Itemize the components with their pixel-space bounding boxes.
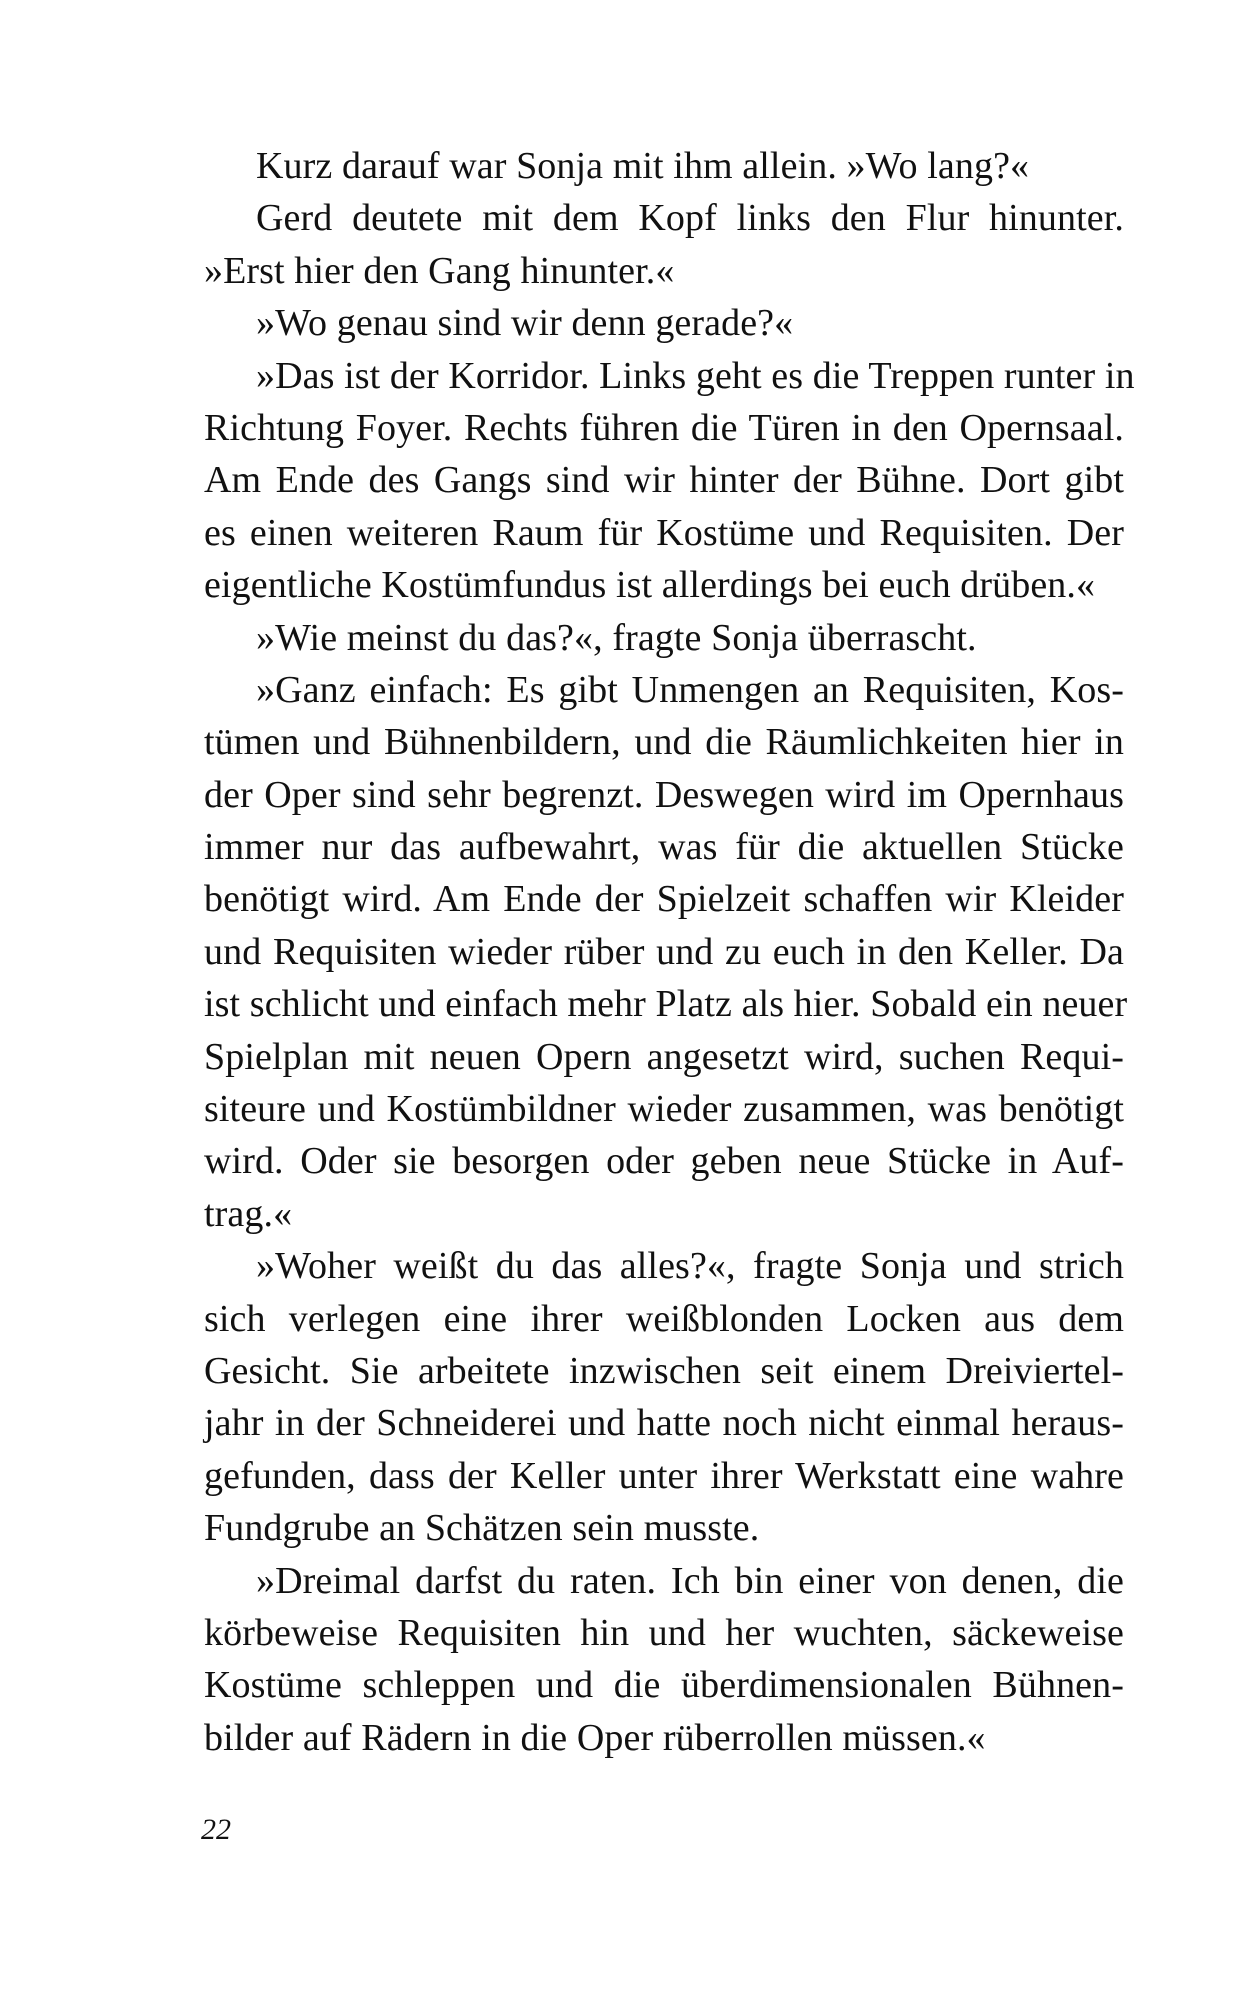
text-line: Richtung Foyer. Rechts führen die Türen in den Opernsaal. xyxy=(204,406,1124,449)
text-line: »Wie meinst du das?«, fragte Sonja überrascht. xyxy=(256,616,977,659)
text-line: eigentliche Kostümfundus ist allerdings bei euch drüben.« xyxy=(204,564,1096,607)
text-line: Am Ende des Gangs sind wir hinter der Bühne. Dort gibt xyxy=(204,459,1124,502)
text-line: »Das ist der Korridor. Links geht es die Treppen runter in xyxy=(256,354,1135,397)
text-line: Spielplan mit neuen Opern angesetzt wird, suchen Requi- xyxy=(204,1035,1124,1078)
text-line: Fundgrube an Schätzen sein musste. xyxy=(204,1507,760,1550)
text-line: »Erst hier den Gang hinunter.« xyxy=(204,249,675,292)
text-line: bilder auf Rädern in die Oper rüberrollen müssen.« xyxy=(204,1716,986,1759)
text-line: der Oper sind sehr begrenzt. Deswegen wird im Opernhaus xyxy=(204,773,1124,816)
text-line: sich verlegen eine ihrer weißblonden Locken aus dem xyxy=(204,1297,1124,1340)
text-line: »Ganz einfach: Es gibt Unmengen an Requisiten, Kos- xyxy=(256,668,1124,711)
text-line: immer nur das aufbewahrt, was für die aktuellen Stücke xyxy=(204,826,1124,869)
text-line: Gesicht. Sie arbeitete inzwischen seit einem Dreiviertel- xyxy=(204,1349,1124,1392)
text-line: wird. Oder sie besorgen oder geben neue Stücke in Auf- xyxy=(204,1140,1124,1183)
text-line: ist schlicht und einfach mehr Platz als hier. Sobald ein neuer xyxy=(204,983,1128,1026)
text-line: trag.« xyxy=(204,1192,293,1235)
text-line: gefunden, dass der Keller unter ihrer Werkstatt eine wahre xyxy=(204,1454,1124,1497)
text-line: tümen und Bühnenbildern, und die Räumlichkeiten hier in xyxy=(204,721,1124,764)
text-line: »Woher weißt du das alles?«, fragte Sonja und strich xyxy=(256,1245,1124,1288)
text-line: siteure und Kostümbildner wieder zusammen, was benötigt xyxy=(204,1088,1124,1131)
text-line: und Requisiten wieder rüber und zu euch in den Keller. Da xyxy=(204,930,1124,973)
text-line: »Dreimal darfst du raten. Ich bin einer von denen, die xyxy=(256,1559,1124,1602)
page-number: 22 xyxy=(201,1813,231,1846)
text-line: Kurz darauf war Sonja mit ihm allein. »Wo lang?« xyxy=(256,145,1030,187)
text-line: es einen weiteren Raum für Kostüme und Requisiten. Der xyxy=(204,511,1124,554)
text-line: benötigt wird. Am Ende der Spielzeit schaffen wir Kleider xyxy=(204,878,1124,921)
text-line: Kostüme schleppen und die überdimensionalen Bühnen- xyxy=(204,1664,1124,1707)
body-text xyxy=(204,140,1135,1764)
text-line: körbeweise Requisiten hin und her wuchten, säckeweise xyxy=(204,1611,1124,1654)
text-line: Gerd deutete mit dem Kopf links den Flur hinunter. xyxy=(256,197,1124,240)
text-line: jahr in der Schneiderei und hatte noch nicht einmal heraus- xyxy=(204,1402,1124,1445)
text-line: »Wo genau sind wir denn gerade?« xyxy=(256,302,794,345)
